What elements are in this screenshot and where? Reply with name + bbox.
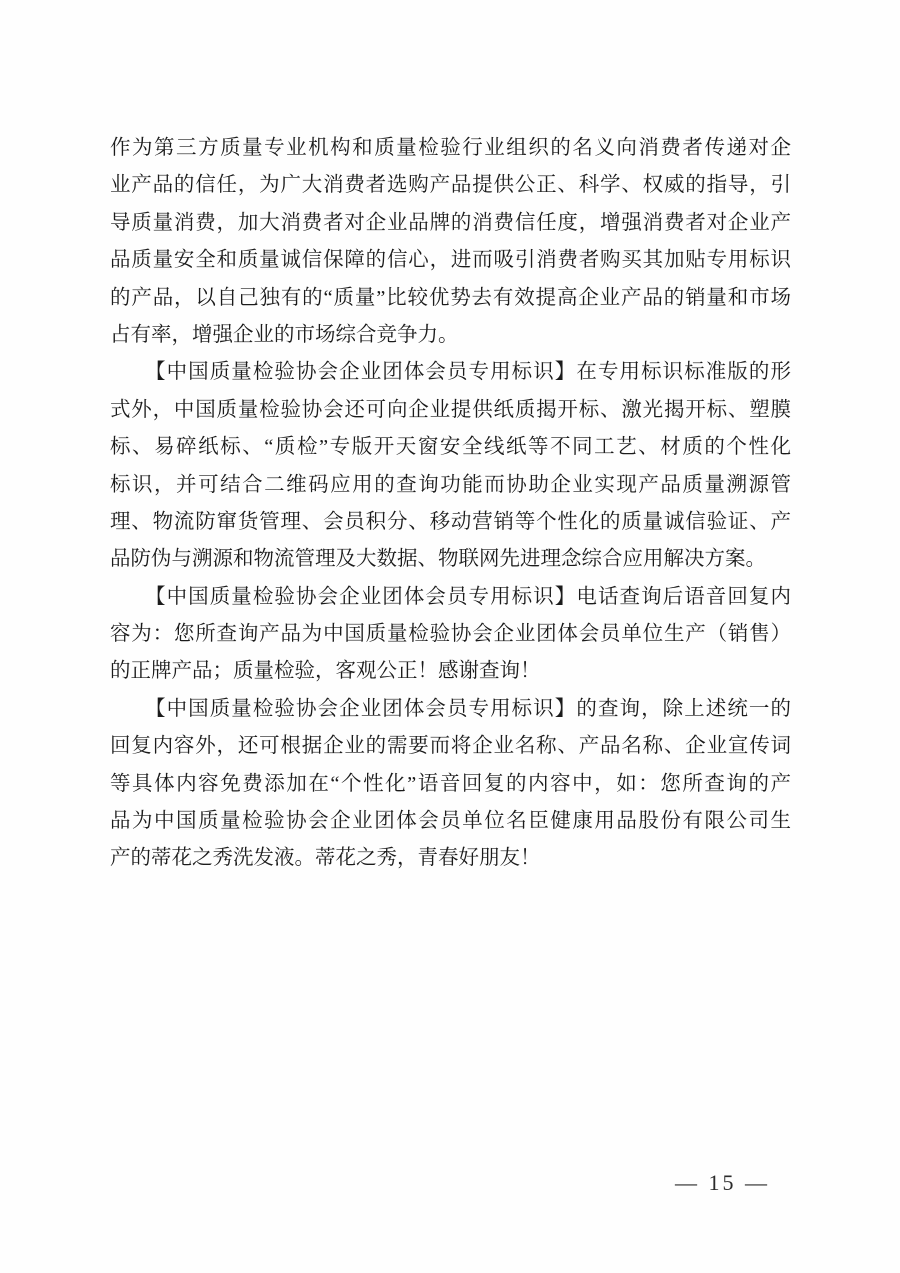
text-line: 的产品，以自己独有的“质量”比较优势去有效提高企业产品的销量和市场 [110,286,791,309]
text-line: 产的蒂花之秀洗发液。蒂花之秀，青春好朋友！ [110,847,541,870]
text-line: 容为：您所查询产品为中国质量检验协会企业团体会员单位生产（销售） [110,623,791,646]
text-line: 回复内容外，还可根据企业的需要而将企业名称、产品名称、企业宣传词 [110,735,791,758]
text-block [110,130,791,878]
text-line: 理、物流防窜货管理、会员积分、移动营销等个性化的质量诚信验证、产 [110,510,791,533]
text-line: 品为中国质量检验协会企业团体会员单位名臣健康用品股份有限公司生 [110,810,791,833]
text-line: 【中国质量检验协会企业团体会员专用标识】的查询，除上述统一的 [145,697,791,720]
text-line: 作为第三方质量专业机构和质量检验行业组织的名义向消费者传递对企 [110,137,791,159]
paragraph [110,579,791,691]
text-line: 业产品的信任，为广大消费者选购产品提供公正、科学、权威的指导，引 [110,174,791,197]
text-line: 品质量安全和质量诚信保障的信心，进而吸引消费者购买其加贴专用标识 [110,249,791,272]
text-line: 的正牌产品；质量检验，客观公正！感谢查询！ [110,660,541,683]
text-line: 导质量消费，加大消费者对企业品牌的消费信任度，增强消费者对企业产 [110,211,791,234]
text-line: 【中国质量检验协会企业团体会员专用标识】电话查询后语音回复内 [145,585,791,608]
paragraph [110,354,791,578]
text-line: 等具体内容免费添加在“个性化”语音回复的内容中，如：您所查询的产 [110,772,791,795]
paragraph [110,691,791,878]
paragraph [110,130,791,354]
text-line: 【中国质量检验协会企业团体会员专用标识】在专用标识标准版的形 [145,361,791,384]
text-line: 标识，并可结合二维码应用的查询功能而协助企业实现产品质量溯源管 [110,473,791,496]
text-line: 品防伪与溯源和物流管理及大数据、物联网先进理念综合应用解决方案。 [110,548,766,571]
text-line: 标、易碎纸标、“质检”专版开天窗安全线纸等不同工艺、材质的个性化 [110,436,791,459]
page-number: — 15 — [675,1170,770,1195]
text-line: 式外，中国质量检验协会还可向企业提供纸质揭开标、激光揭开标、塑膜 [110,398,791,421]
text-line: 占有率，增强企业的市场综合竞争力。 [110,323,459,346]
